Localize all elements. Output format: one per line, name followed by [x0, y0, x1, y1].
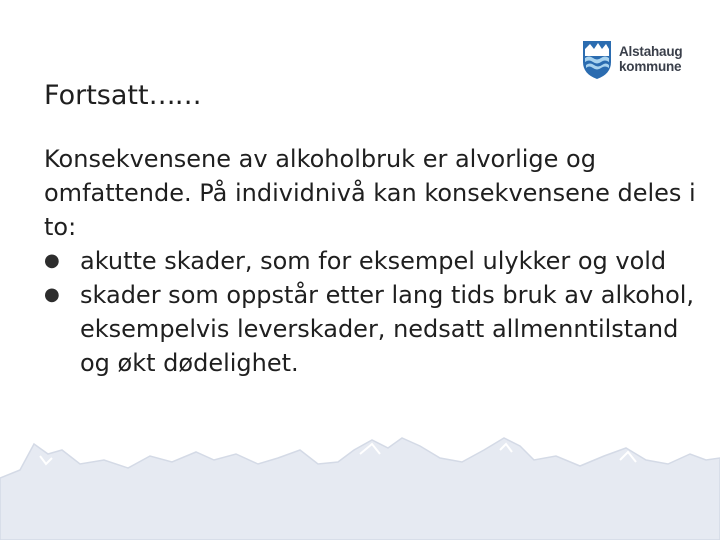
bullet-item: [44, 244, 704, 278]
bullet-list: [44, 244, 704, 380]
slide-body: [44, 142, 704, 380]
title-text: Fortsatt: [44, 80, 149, 111]
logo-line-2: kommune: [619, 59, 682, 74]
bullet-item: [44, 278, 704, 380]
municipality-logo: [582, 40, 692, 84]
slide-title: [44, 78, 201, 114]
logo-line-1: Alstahaug: [619, 44, 683, 59]
bullet-icon: ●: [44, 250, 60, 271]
intro-paragraph: Konsekvensene av alkoholbruk er alvorlige og omfattende. På individnivå kan konsekvensene deles i to:: [44, 145, 696, 241]
bullet-text: skader som oppstår etter lang tids bruk av alkohol, eksempelvis leverskader, nedsatt allmenntilstand og økt dødelighet.: [80, 281, 695, 377]
bullet-icon: ●: [44, 284, 60, 305]
mountain-silhouette-decoration: [0, 420, 720, 540]
coat-of-arms-icon: [582, 40, 612, 80]
title-ellipsis: ……: [148, 80, 201, 111]
logo-text: [619, 44, 682, 74]
bullet-text: akutte skader, som for eksempel ulykker og vold: [80, 247, 667, 275]
